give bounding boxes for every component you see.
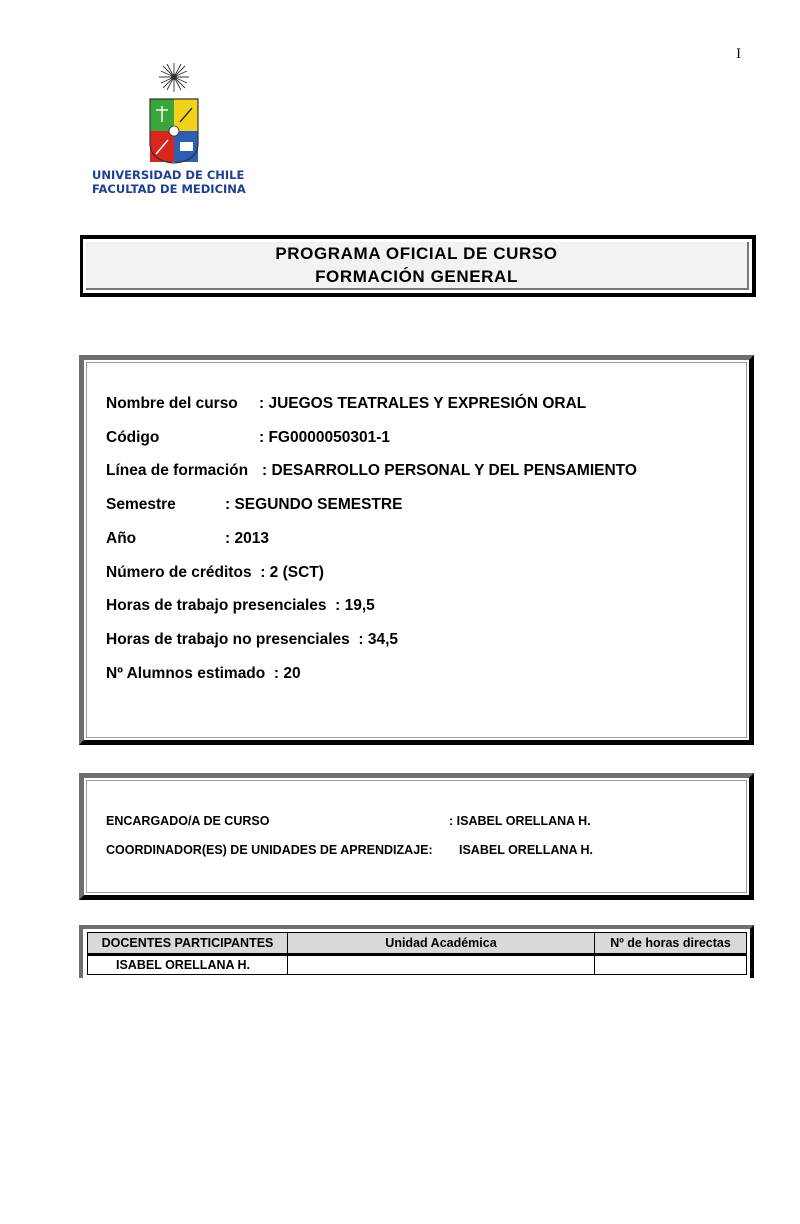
encargado-label: ENCARGADO/A DE CURSO	[106, 814, 270, 828]
contact-hours-row	[106, 597, 375, 615]
credits-label: Número de créditos	[106, 564, 252, 581]
coordinador-row	[106, 843, 593, 857]
course-staff-box	[79, 773, 754, 900]
coordinador-label: COORDINADOR(ES) DE UNIDADES DE APRENDIZAJE:	[106, 843, 433, 857]
header-horas-directas: Nº de horas directas	[595, 933, 747, 955]
training-line-value: : DESARROLLO PERSONAL Y DEL PENSAMIENTO	[262, 462, 637, 479]
semester-row	[106, 496, 402, 514]
non-contact-hours-value: : 34,5	[358, 631, 399, 648]
encargado-value: : ISABEL ORELLANA H.	[449, 814, 591, 828]
contact-hours-value: : 19,5	[335, 597, 375, 614]
header-unidad-academica: Unidad Académica	[288, 933, 595, 955]
table-header-row	[88, 933, 747, 955]
coordinador-value: ISABEL ORELLANA H.	[459, 843, 594, 857]
semester-value: : SEGUNDO SEMESTRE	[225, 496, 403, 513]
page-number: I	[736, 47, 742, 62]
course-name-label: Nombre del curso	[106, 395, 238, 412]
students-label: Nº Alumnos estimado	[106, 665, 266, 682]
unidad-academica-cell	[288, 955, 595, 975]
docentes-table	[87, 932, 747, 975]
students-value: : 20	[273, 665, 301, 682]
year-row	[106, 530, 269, 548]
contact-hours-label: Horas de trabajo presenciales	[106, 597, 327, 614]
course-code-row	[106, 429, 390, 447]
credits-value: : 2 (SCT)	[260, 564, 324, 581]
program-title-box	[80, 235, 756, 297]
non-contact-hours-row	[106, 631, 398, 649]
docentes-table-container	[79, 925, 754, 978]
program-title-line-1: PROGRAMA OFICIAL DE CURSO	[275, 244, 558, 263]
course-name-row	[106, 395, 586, 413]
horas-directas-cell	[595, 955, 747, 975]
year-label: Año	[106, 530, 137, 547]
non-contact-hours-label: Horas de trabajo no presenciales	[106, 631, 350, 648]
training-line-row	[106, 462, 637, 480]
university-name: UNIVERSIDAD DE CHILE	[92, 168, 245, 182]
course-code-value: : FG0000050301-1	[259, 429, 390, 446]
faculty-name: FACULTAD DE MEDICINA	[92, 182, 246, 196]
course-info-box	[79, 355, 754, 745]
semester-label: Semestre	[106, 496, 176, 513]
credits-row	[106, 564, 324, 582]
students-row	[106, 665, 301, 683]
program-title-line-2: FORMACIÓN GENERAL	[315, 267, 518, 286]
course-code-label: Código	[106, 429, 160, 446]
institution-name	[92, 168, 262, 196]
university-crest-logo	[146, 62, 202, 166]
course-name-value: : JUEGOS TEATRALES Y EXPRESIÓN ORAL	[259, 395, 587, 412]
year-value: : 2013	[225, 530, 269, 547]
table-row	[88, 955, 747, 975]
training-line-label: Línea de formación	[106, 462, 249, 479]
docente-name-cell: ISABEL ORELLANA H.	[88, 955, 288, 975]
encargado-row	[106, 814, 591, 828]
header-docentes: DOCENTES PARTICIPANTES	[88, 933, 288, 955]
